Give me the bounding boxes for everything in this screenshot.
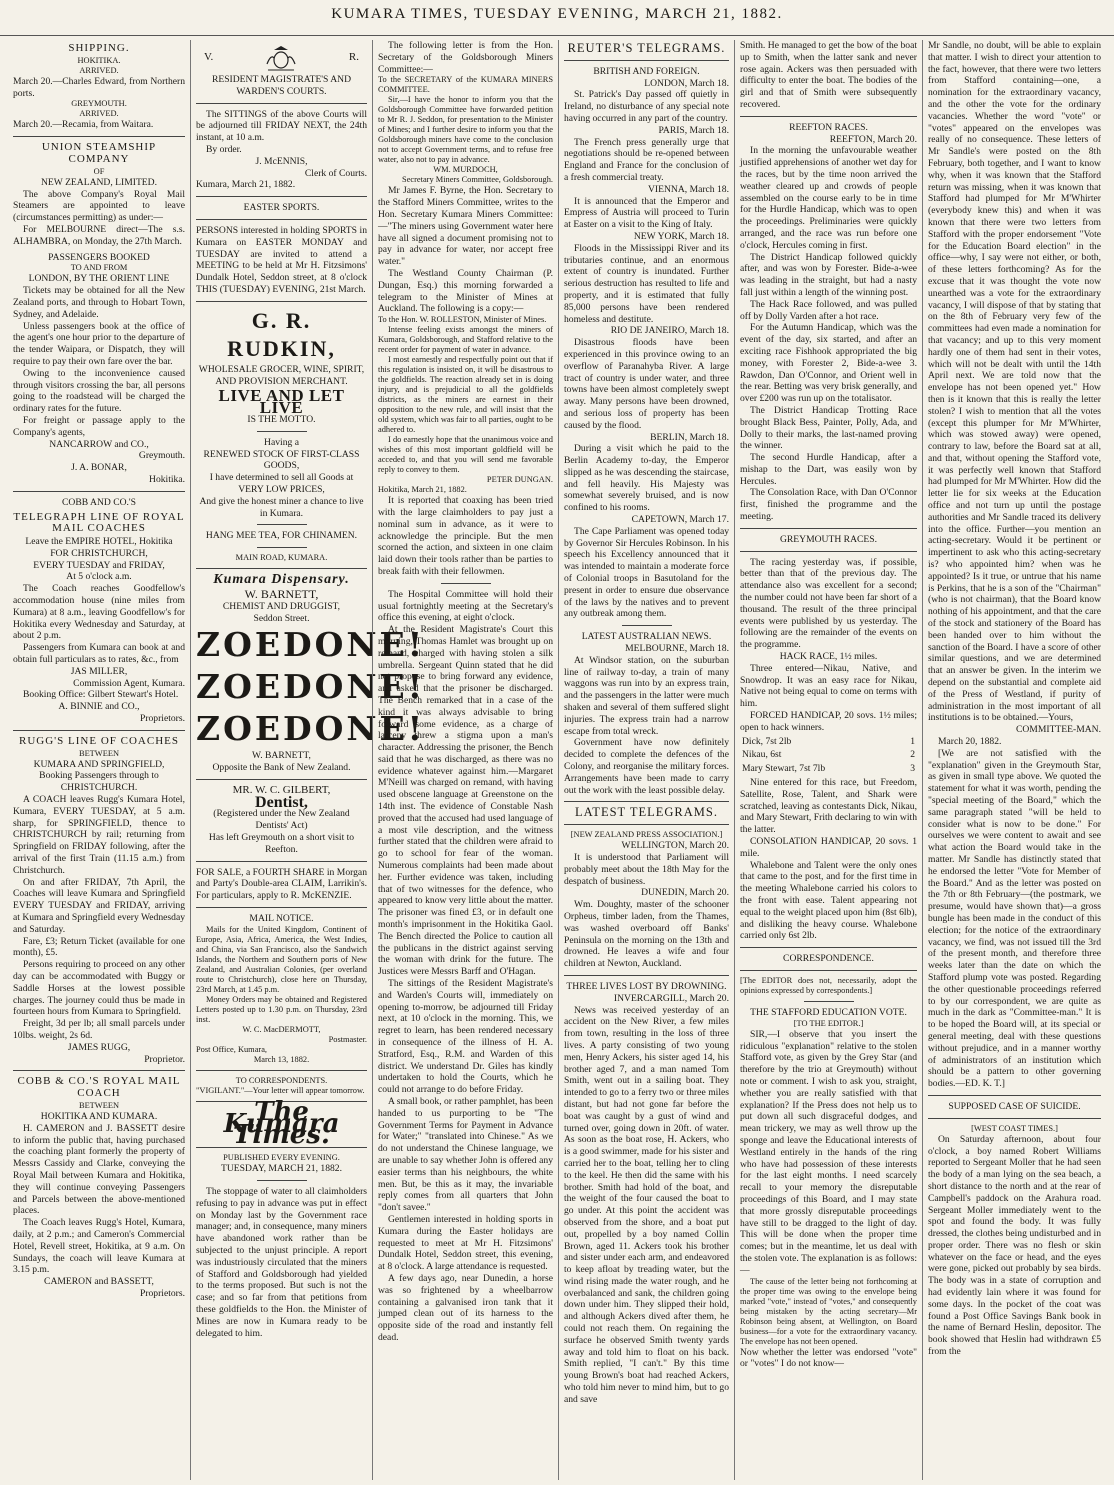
give-miner: And give the honest miner a chance to live in Kumara. xyxy=(199,495,364,519)
cobb-body: Passengers from Kumara can book at and obtain full particulars as to rates, &c., from xyxy=(13,642,185,666)
signature-date: Hokitika, March 21, 1882. xyxy=(378,485,467,495)
column-4 xyxy=(558,40,734,1480)
forced-handicap: FORCED HANDICAP, 20 sovs. 1½ miles; open to hack winners. xyxy=(740,710,917,733)
telegram: Wm. Doughty, master of the schooner Orpheus, timber laden, from the Thames, was washed overboard off Banks' Peninsula on the morning on the 13th and drowned. He leaves a wife and four children at Newton, Auckland. xyxy=(564,899,729,970)
article-paragraph: Mr James F. Byrne, the Hon. Secretary to the Stafford Miners Committee, writes to the Hon. Secretary Kumara Miners Committee:—"The miners using Government water here have all signed a document promising not to pay in advance for water, nor accept free water." xyxy=(378,185,553,268)
horse-name: Mary Stewart, 7st 7lb xyxy=(742,763,826,775)
signature-title: Secretary Miners Committee, Goldsborough. xyxy=(402,175,553,185)
telegram: News was received yesterday of an accident on the New River, a few miles from town, resulting in the loss of three lives. A party consisting of two young men, Henry Ackers, his sister aged 14, his brother aged 7, and a man named Tom Smith, went out in a sailing boat. They intended to go to a ferry two or three miles distant, but had not gone far before the boat was caught by a gust of wind and turned over, going down in 20ft. of water. As soon as the boat rose, H. Ackers, who is a good swimmer, made for his sister and carried her to the boat, telling her to cling to the keel. He then did the same with his brother. Smith had hold of the boat, and the weight of the four caused the boat to go under. At this point the accident was observed from the shore, and a boat put out, propelled by a boy named Collin Brown, aged 11. Ackers took his brother and sister under each arm, and endeavored to keep afloat by treading water, but the wind rising made the water rough, and he overbalanced and sank, the children going down under him. They slipped their hold, and although Ackers dived after them, he could not reach them. On regaining the surface he observed Smith twenty yards away and told him to float on his back. Smith replied, "I can't." By this time young Brown's boat had reached Ackers, who told him never to mind him, but to go and save xyxy=(564,1004,729,1405)
mail-body: Money Orders may be obtained and Registered Letters posted up to 1.30 p.m. on Thursday, 23rd inst. xyxy=(196,994,367,1024)
divider xyxy=(196,1070,367,1071)
article-paragraph: Sir,—I have the honor to inform you that the Goldsborough Committee have forwarded petition to Mr R. J. Seddon, for presentation to the Minister of Mines; and I further desire to inform you that the Goldsborough miners have come to the conclusion not to accept Government terms, and to refuse free water, also not to pay in advance. xyxy=(378,95,553,165)
horse-name: Nikau, 6st xyxy=(742,749,782,761)
live-and-let-live: LIVE AND LET LIVE xyxy=(218,386,345,418)
reuters-heading: REUTER'S TELEGRAMS. xyxy=(567,41,726,55)
passengers-london: LONDON, BY THE ORIENT LINE xyxy=(28,273,170,285)
rmc-date: Kumara, March 21, 1882. xyxy=(196,179,296,191)
usc-body: The above Company's Royal Mail Steamers are appointed to leave (circumstances permitting) as under:— xyxy=(13,188,185,224)
article-paragraph: Smith. He managed to get the bow of the boat up to Smith, when the latter sank and never rose again. Ackers was then persuaded with difficulty to enter the boat. The bodies of the girl and that of Smith were subsequently recovered. xyxy=(740,40,917,110)
article-paragraph: The Hack Race followed, and was pulled off by Dolly Varden after a hot race. xyxy=(740,298,917,322)
rmc-by: By order. xyxy=(206,143,242,155)
rmc-body: The SITTINGS of the above Courts will be adjourned till FRIDAY NEXT, the 24th instant, at 10 a.m. xyxy=(196,108,367,144)
divider xyxy=(804,1001,854,1002)
divider xyxy=(740,947,917,948)
article-paragraph: The following letter is from the Hon. Secretary of the Goldsborough Miners Committee:— xyxy=(378,40,553,75)
usc-melbourne: For MELBOURNE direct—The s.s. ALHAMBRA, on Monday, the 27th March. xyxy=(13,223,185,247)
divider xyxy=(196,301,367,302)
dateline: REEFTON, March 20. xyxy=(829,133,917,145)
zoedone-ad: ZOEDONE! xyxy=(196,709,426,749)
dateline: DUNEDIN, March 20. xyxy=(641,887,729,899)
rugg-proprietor: Proprietor. xyxy=(144,1053,185,1065)
agent-place: Hokitika. xyxy=(149,473,185,485)
dentist-left: Has left Greymouth on a short visit to Reefton. xyxy=(208,832,355,855)
article-paragraph: I most earnestly and respectfully point out that if this regulation is insisted on, it will be disastrous to the goldfields. The reaction already set in is doing injury, and is prejudicial to all the goldfields districts, as the miners are earnest in their opposition to the new rule, and will insist that the old system, which was fair to all parties, ought to be adhered to. xyxy=(378,355,553,435)
rugg-heading: RUGG'S LINE OF COACHES xyxy=(19,734,179,747)
correspondents-body: "VIGILANT."—Your letter will appear tomorrow. xyxy=(196,1085,365,1095)
rugg-route: KUMARA AND SPRINGFIELD, xyxy=(33,758,165,770)
zoedone-ad: ZOEDONE! xyxy=(196,625,426,665)
article-paragraph: A few days ago, near Dunedin, a horse was so frightened by a wheelbarrow containing a galvanised iron tank that it jumped clean out of its harness to the opposite side of the road and instantly fell dead. xyxy=(378,1272,553,1343)
australian-news-heading: LATEST AUSTRALIAN NEWS. xyxy=(581,631,712,643)
divider xyxy=(564,824,729,825)
article-paragraph: It is reported that coaxing has been tried with the large claimholders to pay just a nominal sum in advance, as it were to acknowledge the principle. But the men scorned the action, and sixteen in one claim laid down their tools rather than be parties to break faith with their fellowmen. xyxy=(378,495,553,577)
hack-race: HACK RACE, 1½ miles. xyxy=(779,651,878,663)
place: 3 xyxy=(910,763,915,775)
mail-body: Mails for the United Kingdom, Continent of Europe, Asia, Africa, America, the West Indies, and China, via San Francisco, also the Sandwich Islands, the Northern and Southern ports of New Zealand, and Australian Colonies, (per overland route to Christchurch), close here on Thursday, 23rd March, at 1.45 p.m. xyxy=(196,924,367,994)
editorial-body: The stoppage of water to all claimholders refusing to pay in advance was put in effect on Monday last by the Government race manager; and, in consequence, many miners have abandoned work rather than be subjected to the unjust principle. A report was industriously circulated that the miners of Stafford and Goldsborough had yielded to the terms proposed. But such is not the case; and so far from that petitions from these goldfields to the Hon. the Minister of Mines are now in Kumara ready to be delegated to him. xyxy=(196,1186,367,1339)
divider xyxy=(564,60,729,61)
divider xyxy=(196,568,367,569)
mail-name: W. C. MacDERMOTT, xyxy=(242,1024,321,1034)
hang-mee-tea: HANG MEE TEA, FOR CHINAMEN. xyxy=(205,530,358,542)
renewed-stock: RENEWED STOCK OF FIRST-CLASS GOODS, xyxy=(203,448,360,472)
telegram: St. Patrick's Day passed off quietly in Ireland, no disturbance of any special note having occurred in any part of the country. xyxy=(564,89,729,124)
letter-paragraph: Mr Sandle, no doubt, will be able to explain that matter. I wish to direct your attention to the fact, however, that there were two letters from Stafford containing—one, a nomination for the extraordinary vacancy, and the other the vote for the ordinary vacancies. Whether the word "vote" or "votes" appeared on the envelopes was really of no consequence. These letters of Mr Sandle's were posted on the 8th February, both together, and I want to know why, when it was known that the Stafford return was missing, when it was known that Stafford had plumped for Mr M'Whirter (everybody knew this) and when it was known that there were two letters from Stafford with the proper endorsement "Vote for the Education Board election" in the office—why, I say were not either, or both, of these letters forthcoming? As for the excuse that it was thought the vote now unearthed was a vote for the extraordinary vacancy, I will dispose of that by stating that on the 8th of February very few of the committees had even made a nomination for that vacancy; and up to this very moment hardly one of them had sent in their votes, which will not be dealt with until the 14th April next. We are told now that the envelope has not been opened yet." How then is it known that this is really the letter stolen? I wish to mention that all the votes (except this plumper for Mr M'Whirter, which was stowed away) were opened, contrary to law, before the Board sat at all, and that, without opening the Stafford vote, it was perfectly well known that Stafford had plumped for Mr M'Whirter. How did the letter lie for six weeks at the Education office and not turn up until the postage authorities and Mr Sandle traced its delivery into the office. Further—you mention an acting-secretary. Would it be pertinent or impertinent to ask who this acting-secretary is? who appointed him? when was he appointed? Is it true, or untrue that his name is Perkins, that he is a son of the "Chairman" (who is not chairman), that the Board know nothing of his appointment, and that the care of the stock and stationery of the Board has been handed over to him without the sanction of the Board. I have a score of other similar questions, and we are determined that an answer be given. In the interim we depend on the substantial and complete aid of the Press of Westland, if purity of administration in the most important of all institutions is to be obtained.—Yours, xyxy=(928,40,1101,724)
divider xyxy=(740,116,917,117)
race-result-row xyxy=(742,749,915,761)
article-paragraph: To the Hon. W. ROLLESTON, Minister of Mines. xyxy=(378,315,547,325)
telegram: The French press generally urge that negotiations should be re-opened between England and France for the conclusion of a fresh commercial treaty. xyxy=(564,136,729,183)
divider xyxy=(196,779,367,780)
suicide-heading: SUPPOSED CASE OF SUICIDE. xyxy=(948,1100,1081,1112)
divider xyxy=(13,491,185,492)
divider xyxy=(196,219,367,220)
cobb-booking: Booking Office: Gilbert Stewart's Hotel. xyxy=(23,689,179,701)
divider xyxy=(564,801,729,802)
rugg-christchurch: CHRISTCHURCH. xyxy=(60,782,138,794)
article-paragraph: The District Handicap followed quickly after, and was won by Forester. Bide-a-wee was leading in the straight, but had a nasty fall just within a length of the winning post. xyxy=(740,251,917,298)
cobb-for: FOR CHRISTCHURCH, xyxy=(50,547,148,559)
telegram: It is understood that Parliament will probably meet about the 18th May for the despatch of business. xyxy=(564,852,729,887)
rudkin-trade: WHOLESALE GROCER, WINE, SPIRIT, AND PROVISION MERCHANT. xyxy=(198,363,365,387)
divider xyxy=(13,136,185,137)
latest-telegrams-heading: LATEST TELEGRAMS. xyxy=(575,805,718,820)
divider xyxy=(564,975,729,976)
usc-of: OF xyxy=(93,166,105,176)
divider xyxy=(257,1180,307,1181)
column-3 xyxy=(372,40,558,1480)
sell-low: I have determined to sell all Goods at VERY LOW PRICES, xyxy=(209,472,354,495)
cobb-proprietors-label: Proprietors. xyxy=(139,713,185,725)
west-coast-times: [WEST COAST TIMES.] xyxy=(971,1123,1058,1133)
passengers-body: Unless passengers book at the office of the agent's one hour prior to the departure of the tender Waipara, or Dispatch, they will require to pay their own fare over the bar. xyxy=(13,320,185,367)
article-paragraph: At the Resident Magistrate's Court this morning, Thomas Hamlet was brought up on remand, charged with having stolen a silk umbrella. Sergeant Quinn stated that he did not propose to bring forward any evidence, and asked that the prisoner be discharged. The Bench remarked that in a case of the kind it was always advisable to bring forward some evidence, as a charge of larceny threw a stigma upon a man's character. Addressing the prisoner, the Bench said that he was discharged, as there was no evidence whatever against him.—Margaret M'Neill was charged on remand, with having used obscene language at Greenstone on the 14th inst. The evidence of Constable Nash proved that the accused had used language of a most vile description, and the witness further stated that the children were afraid to go to school for fear of the woman. Numerous complaints had been made about her. Further evidence was taken, including that of two witnesses for the defence, who appeared to know very little about the matter. The prisoner was fined £3, or in default one month's imprisonment in the Hokitika Gaol. The Bench directed the Police to caution all the publicans in the district against serving the woman with drink for the future. The Justices were Messrs Barff and O'Hagan. xyxy=(378,624,553,978)
paper-title: The Kumara Times. xyxy=(223,1096,340,1151)
article-paragraph: The racing yesterday was, if possible, better than that of the previous day. The attendance also was excellent for a second; the number could not have been far short of a thousand. The result of the three principal events were published by us yesterday. The following are the remainder of the events on the programme. xyxy=(740,556,917,651)
cobb2-route: HOKITIKA AND KUMARA. xyxy=(40,1110,158,1122)
mail-office: Post Office, Kumara, xyxy=(196,1044,268,1054)
article-paragraph: To the SECRETARY of the KUMARA MINERS COMMITTEE. xyxy=(378,75,553,95)
rmc-name: J. McENNIS, xyxy=(255,155,308,167)
horse-name: Dick, 7st 2lb xyxy=(742,735,792,747)
place: 1 xyxy=(910,735,915,747)
shipping-heading: SHIPPING. xyxy=(68,42,130,54)
rugg-between: BETWEEN xyxy=(78,748,119,758)
barnett-name: W. BARNETT, xyxy=(244,586,319,601)
editor-reply: [We are not satisfied with the "explanation" given in the Greymouth Star, as given in small type above. We quoted the statement for what it was worth, pending the "special meeting of the Board," which the same paragraph stated "will be held to consider what is now to be done." For ourselves we were content to await and see what action the Board would take in the matter. Mr Sandle has distinctly stated that he endorsed the letter "Vote for Member of the Board." And as the letter was posted on the 7th or 8th February—(the postmark, we presume, would have shown that)—a gross bungle has been made in the conduct of this election; for the notice of the extraordinary vacancy, we find, was not issued till the 3rd of the present month, and therefore three weeks later than the date on which the Stafford plump vote was posted. Regarding the other questionable proceedings referred to by our correspondent, we are quite as much in the dark as "Committee-man." It is to be hoped the Board will, at its special or general meeting, deal with these questions without prejudice, and in a manner worthy of administrators of an institution which should be a pattern to other governing bodies.—ED. K. T.] xyxy=(928,747,1101,1090)
dentist-title: Dentist, xyxy=(255,793,308,811)
dispensary-heading: Kumara Dispensary. xyxy=(213,572,350,588)
telegram: It is announced that the Emperor and Empress of Austria will proceed to Turin at Easter on a visit to the King of Italy. xyxy=(564,195,729,231)
divider xyxy=(196,196,367,197)
seddon-street: Seddon Street. xyxy=(253,612,310,624)
royal-crest-row xyxy=(204,44,359,72)
letter-signature: COMMITTEE-MAN. xyxy=(1015,724,1101,736)
article-paragraph: Intense feeling exists amongst the miners of Kumara, Goldsborough, and Stafford relative to the recent order for payment of water in advance. xyxy=(378,325,553,355)
letter-paragraph: SIR,—I observe that you insert the ridiculous "explanation" relative to the stolen Stafford vote, as given by the Grey Star (and therefore by the trio at Greymouth) without note or comment. I wish to ask you, straight, whether you are really satisfied with that explanation? If the Press does not help us to put down all such disgraceful dodges, and mean trickery, we may as well throw up the sponge and leave the Educational interests of Westland entirely in the hands of the ring who have had possession of these interests for the last eight months. I need scarcely recall to your memory the disreputable proceedings of this Board, and I may state that more grossly disreputable proceedings have still to be dragged to the light of day. This will be done when the proper time comes; but in the meantime, let us deal with the stolen vote. The explanation is as follows:— xyxy=(740,1028,917,1276)
race-result-row xyxy=(742,763,915,775)
divider xyxy=(740,970,917,971)
letter-date: March 20, 1882. xyxy=(938,736,1002,748)
passengers-body: Tickets may be obtained for all the New Zealand ports, and through to Hobart Town, Sydney, and Adelaide. xyxy=(13,285,185,320)
dentist-registered: (Registered under the New Zealand Dentists' Act) xyxy=(213,808,350,832)
article-paragraph: The second Hurdle Handicap, after a mishap to the Dart, was easily won by Hercules. xyxy=(740,452,917,487)
mail-postmaster: Postmaster. xyxy=(328,1034,367,1044)
crest-r: R. xyxy=(348,51,359,64)
article-paragraph: A small book, or rather pamphlet, has been handed to us purporting to be "The Government Terms for Payment in Advance for Water;" "translated into Chinese." As we do not understand the Chinese language, we are unable to say whether John is offered any easier terms than his neighbours, the white men. But, be this as it may, the invariable reply comes from all quarters that John "don't savee." xyxy=(378,1096,553,1214)
three-lives-heading: THREE LIVES LOST BY DROWNING. xyxy=(566,980,727,992)
article-paragraph: On Saturday afternoon, about four o'clock, a boy named Robert Williams reported to Sergeant Moller that he had seen the body of a man lying on the sea beach, a short distance to the north and at the rear of Campbell's paddock on the Arahura road. Sergeant Moller immediately went to the spot and found the body. It was fully dressed, the clothes being undisturbed and in proper order. There was no flesh or skin whatever on the face or head, and the eyes were gone, picked out probably by sea birds. The body was in a state of corruption and had evidently lain where it was found for some days. In the pocket of the coat was found a Post Office Savings Bank book in the name of Bernard Heslin, depositor. The book showed that Heslin had withdrawn £5 from the xyxy=(928,1133,1101,1358)
divider xyxy=(740,551,917,552)
greymouth-arrival: March 20.—Recamia, from Waitara. xyxy=(13,119,154,131)
rmc-clerk: Clerk of Courts. xyxy=(304,167,367,179)
arrived-label: ARRIVED. xyxy=(79,109,119,119)
arrived-label: ARRIVED. xyxy=(79,65,119,75)
article-paragraph: The Hospital Committee will hold their usual fortnightly meeting at the Secretary's office this evening, at eight o'clock. xyxy=(378,588,553,624)
race-results xyxy=(740,734,917,777)
royal-crest-icon xyxy=(263,44,299,72)
press-association: [NEW ZEALAND PRESS ASSOCIATION.] xyxy=(570,830,723,840)
dateline: CAPETOWN, March 17. xyxy=(631,514,729,526)
rugg-body: Persons requiring to proceed on any other day can be accommodated with Buggy or Saddle Horses at the lowest possible charges. The journey could thus be made in fourteen hours from Kumara to Springfield. xyxy=(13,959,185,1018)
telegram: The Cape Parliament was opened today by Governor Sir Hercules Robinson. In his speech his Excellency announced that it was intended to maintain a moderate force of Colonial troops in Basutoland for the present in order to ensure due observance of the laws by the natives and to prevent any outbreak among them. xyxy=(564,525,729,620)
divider xyxy=(257,431,307,432)
divider xyxy=(928,1118,1101,1119)
dateline: INVERCARGILL, March 20. xyxy=(613,992,729,1004)
article-paragraph: Whalebone and Talent were the only ones that came to the post, and for the first time in the meeting Whalebone carried his colors to the front with ease. Talent appearing not equal to the weight placed upon him (8st 6lb), and disliking the heavy course. Whalebone carried only 6st 2lb. xyxy=(740,859,917,942)
cobb-every: EVERY TUESDAY and FRIDAY, xyxy=(33,559,165,571)
telegram: Disastrous floods have been experienced in this province owing to an overflow of Paranahyba River. A large tract of country is under water, and three towns have been almost completely swept away. Many persons have been drowned, and serious loss of property has been caused by the flood. xyxy=(564,337,729,431)
cobb-proprietors: A. BINNIE and CO., xyxy=(58,701,140,713)
correspondence-heading: CORRESPONDENCE. xyxy=(783,953,874,965)
divider xyxy=(196,861,367,862)
dateline: NEW YORK, March 18. xyxy=(633,230,729,242)
passengers-heading: PASSENGERS BOOKED xyxy=(48,251,150,263)
divider xyxy=(13,1070,185,1071)
dateline: VIENNA, March 18. xyxy=(648,183,729,195)
newspaper-page xyxy=(8,40,1106,1480)
cobb-leave: Leave the EMPIRE HOTEL, Hokitika xyxy=(25,536,173,548)
dateline: RIO DE JANEIRO, March 18. xyxy=(610,325,729,337)
cobb2-body: H. CAMERON and J. BASSETT desire to inform the public that, having purchased the coaching plant formerly the property of Messrs Cassidy and Clarke, conveying the Royal Mail between Kumara and Hokitika, they will continue conveying Passengers and Parcels between the above-mentioned places. xyxy=(13,1122,185,1217)
agent-name: NANCARROW and CO., xyxy=(49,438,149,450)
column-6 xyxy=(922,40,1106,1480)
signature: PETER DUNGAN. xyxy=(486,475,553,485)
divider xyxy=(740,528,917,529)
dateline: MELBOURNE, March 18. xyxy=(625,643,729,655)
chemist: CHEMIST AND DRUGGIST, xyxy=(222,600,341,612)
british-foreign: BRITISH AND FOREIGN. xyxy=(593,65,700,77)
greymouth-label: GREYMOUTH. xyxy=(71,99,127,109)
motto: IS THE MOTTO. xyxy=(247,413,316,425)
article-paragraph: For the Autumn Handicap, which was the event of the day, six started, and after an exciting race Fishhook appropriated the big money, with Forester 2, Bide-a-wee 3. Rawdon, Dan O'Connor, and Orient well in the rear. Betting was very brisk generally, and over £200 was run up on the totalisator. xyxy=(740,322,917,405)
divider xyxy=(441,583,491,584)
telegram: During a visit which he paid to the Berlin Academy to-day, the Emperor slipped as he was descending the staircase, and fell heavily. His Majesty was somewhat severely bruised, and is now confined to his rooms. xyxy=(564,443,729,514)
rugg-body: A COACH leaves Rugg's Kumara Hotel, Kumara, EVERY TUESDAY, at 5 a.m. sharp, for SPRINGFIELD, thence to CHRISTCHURCH by rail; returning from Springfield on FRIDAY following, after the arrival of the first Train (11.15 a.m.) from Christchurch. xyxy=(13,794,185,876)
signature: WM. MURDOCH, xyxy=(433,165,498,175)
stafford-vote-heading: THE STAFFORD EDUCATION VOTE. xyxy=(750,1006,907,1018)
dateline: WELLINGTON, March 20. xyxy=(621,840,729,852)
cobb2-proprietors: Proprietors. xyxy=(139,1287,185,1299)
article-paragraph: Gentlemen interested in holding sports in Kumara during the Easter holidays are requested to meet at Mr H. Fitzsimons' Dundalk Hotel, Seddon street, this evening, at 8 o'clock. A large attendance is requested. xyxy=(378,1213,553,1273)
divider xyxy=(196,103,367,104)
agent-name: J. A. BONAR, xyxy=(71,462,127,474)
divider xyxy=(257,547,307,548)
paper-date: TUESDAY, MARCH 21, 1882. xyxy=(220,1163,342,1175)
cobb-agent-title: Commission Agent, Kumara. xyxy=(73,677,185,689)
crest-v: V. xyxy=(204,51,214,64)
column-5 xyxy=(734,40,922,1480)
cobb2-heading: COBB & CO.'S ROYAL MAIL COACH xyxy=(17,1075,181,1100)
easter-heading: EASTER SPORTS. xyxy=(243,202,320,214)
divider xyxy=(257,524,307,525)
passengers-body: Owing to the inconvenience caused through visitors crossing the bar, all persons going to the roadstead will be charged the ordinary rates for the future. xyxy=(13,367,185,415)
cobb-body: The Coach reaches Goodfellow's accommodation house (nine miles from Kumara) at 8 a.m., leaving Goodfellow's for Hokitika every Wednesday and Saturday, at about 2 p.m. xyxy=(13,583,185,642)
passengers-body: For freight or passage apply to the Company's agents, xyxy=(13,414,185,438)
divider xyxy=(196,907,367,908)
divider xyxy=(13,730,185,731)
rugg-name: JAMES RUGG, xyxy=(67,1041,131,1053)
mail-date: March 13, 1882. xyxy=(253,1054,310,1064)
dateline: LONDON, March 18. xyxy=(644,77,729,89)
rugg-fare: Fare, £3; Return Ticket (available for one month), £5. xyxy=(13,935,185,959)
article-paragraph: Three entered—Nikau, Native, and Snowdrop. It was an easy race for Nikau, Native not being equal to come on terms with him. xyxy=(740,662,917,710)
zoedone-ad: ZOEDONE! xyxy=(196,667,426,707)
agent-place: Greymouth. xyxy=(138,450,185,462)
cobb-agent: JAS MILLER, xyxy=(70,665,128,677)
published-every-evening: PUBLISHED EVERY EVENING. xyxy=(223,1153,340,1163)
cobb-telegraph: TELEGRAPH LINE OF ROYAL MAIL COACHES xyxy=(13,510,185,535)
article-paragraph: The Westland County Chairman (P. Dungan, Esq.) this morning forwarded a telegram to the Minister of Mines at Auckland. The following is a copy:— xyxy=(378,267,553,315)
dateline: BERLIN, March 18. xyxy=(650,431,729,443)
reefton-races-heading: REEFTON RACES. xyxy=(789,121,868,133)
article-paragraph: In the morning the unfavourable weather justified apprehensions of another wet day for the races, but by the time noon arrived the weather cleared up and crowds of people assembled on the course early to be in time for the Hurdle Handicap, which was to open the proceedings. Preliminaries were quickly arranged, and the race was run before one o'clock, Hercules coming in first. xyxy=(740,145,917,251)
divider xyxy=(928,1095,1101,1096)
telegram: Government have now definitely decided to complete the defences of the Colony, and reorganise the military forces. Arrangements have been made to carry out the work with the least possible delay. xyxy=(564,737,729,796)
passengers-to-from: TO AND FROM xyxy=(70,263,128,273)
article-paragraph: The sittings of the Resident Magistrate's and Warden's Courts will, immediately on opening to-morrow, be adjourned till Friday next, at 10 o'clock in the morning. This, we regret to learn, has been rendered necessary in consequence of the illness of H. A. Stratford, Esq., R.M. and Warden of this district. We understand Dr. Giles has kindly undertaken to hold the Courts, which he could not arrange to do before Friday. xyxy=(378,978,553,1096)
article-paragraph: The District Handicap Trotting Race brought Black Bess, Painter, Polly, Ada, and Dolly to their marks, the last-named proving the winner. xyxy=(740,404,917,452)
barnett-name: W. BARNETT, xyxy=(252,750,311,762)
hokitika-arrival: March 20.—Charles Edward, from Northern ports. xyxy=(13,75,185,99)
hokitika-label: HOKITIKA. xyxy=(77,55,121,65)
rugg-body: On and after FRIDAY, 7th April, the Coaches will leave Kumara and Springfield EVERY TUESDAY and FRIDAY, arriving at Kumara and Springfield every Wednesday and Saturday. xyxy=(13,876,185,935)
divider xyxy=(622,625,672,626)
cobb-time: At 5 o'clock a.m. xyxy=(66,571,132,583)
mail-heading: MAIL NOTICE. xyxy=(249,913,314,925)
easter-body: PERSONS interested in holding SPORTS in Kumara on EASTER MONDAY and TUESDAY are invited to attend a MEETING to be held at Mr H. Fitzsimons' Dundalk Hotel, Seddon street, at 8 o'clock THIS (TUESDAY) EVENING, 21st March. xyxy=(196,224,367,295)
letter-paragraph: Now whether the letter was endorsed "vote" or "votes" I do not know— xyxy=(740,1346,917,1370)
opposite-bank: Opposite the Bank of New Zealand. xyxy=(212,762,351,774)
usc-heading: UNION STEAMSHIP COMPANY xyxy=(41,141,157,165)
main-road: MAIN ROAD, KUMARA. xyxy=(235,553,328,563)
rugg-booking: Booking Passengers through to xyxy=(39,770,159,782)
column-1 xyxy=(8,40,190,1480)
race-result-row xyxy=(742,736,915,748)
telegram: At Windsor station, on the suburban line of railway to-day, a train of many waggons was run into by an express train, and the passengers in the latter were much shaken and several of them suffered slight injuries. The express train had a narrow escape from total wreck. xyxy=(564,654,729,737)
for-sale-ad: FOR SALE, a FOURTH SHARE in Morgan and Party's Double-area CLAIM, Larrikin's. For particulars, apply to R. McKENZIE. xyxy=(196,866,367,902)
rmc-heading: RESIDENT MAGISTRATE'S AND WARDEN'S COURTS. xyxy=(211,74,352,97)
usc-subheading: NEW ZEALAND, LIMITED. xyxy=(41,176,157,188)
telegram: Floods in the Mississippi River and its tributaries continue, and an enormous extent of country is inundated. Further serious destruction has resulted to life and property, and it is estimated that fully 85,000 persons have been rendered homeless and destitute. xyxy=(564,242,729,325)
to-the-editor: [TO THE EDITOR.] xyxy=(793,1018,864,1028)
article-paragraph: Nine entered for this race, but Freedom, Satellite, Rose, Talent, and Shark were scratched, leaving as contestants Dick, Nikau, and Mary Stewart, Frith declaring to win with the latter. xyxy=(740,777,917,836)
article-paragraph: The Consolation Race, with Dan O'Connor first, finished the programme and the meeting. xyxy=(740,487,917,523)
cobb2-between: BETWEEN xyxy=(78,1100,119,1110)
rudkin-name: G. R. RUDKIN, xyxy=(227,307,336,361)
having: Having a xyxy=(264,436,299,448)
masthead: KUMARA TIMES, TUESDAY EVENING, MARCH 21, 1882. xyxy=(0,6,1114,36)
rugg-freight: Freight, 3d per lb; all small parcels under 10lbs. weight, 2s 6d. xyxy=(13,1018,185,1041)
article-paragraph: I do earnestly hope that the unanimous voice and wishes of this most important goldfield will be acceded to, and that you will send me favorable reply to convey to them. xyxy=(378,435,553,475)
gilbert-name: MR. W. C. GILBERT, xyxy=(232,783,331,796)
cobb-heading: COBB AND CO.'S xyxy=(62,496,136,508)
cobb2-names: CAMERON and BASSETT, xyxy=(44,1276,154,1288)
letter-paragraph: The cause of the letter being not forthcoming at the proper time was owing to the envelope being marked "vote," instead of "votes," and consequently being mistaken by the acting secretary—Mr Robinson being absent, at Wellington, on Board business—for a vote for the extraordinary vacancy. The envelope has not been opened. xyxy=(740,1276,917,1346)
editor-note: [The EDITOR does not, necessarily, adopt the opinions expressed by correspondents.] xyxy=(740,975,917,995)
correspondents-heading: TO CORRESPONDENTS. xyxy=(235,1075,328,1085)
cobb2-body: The Coach leaves Rugg's Hotel, Kumara, daily, at 2 p.m.; and Cameron's Commercial Hotel, Revell street, Hokitika, at 9 a.m. On Sundays, the coach will leave Kumara at 3.15 p.m. xyxy=(13,1217,185,1276)
dateline: PARIS, March 18. xyxy=(658,124,729,136)
consolation-handicap: CONSOLATION HANDICAP, 20 sovs. 1 mile. xyxy=(740,836,917,859)
greymouth-races-heading: GREYMOUTH RACES. xyxy=(779,533,877,545)
place: 2 xyxy=(910,749,915,761)
